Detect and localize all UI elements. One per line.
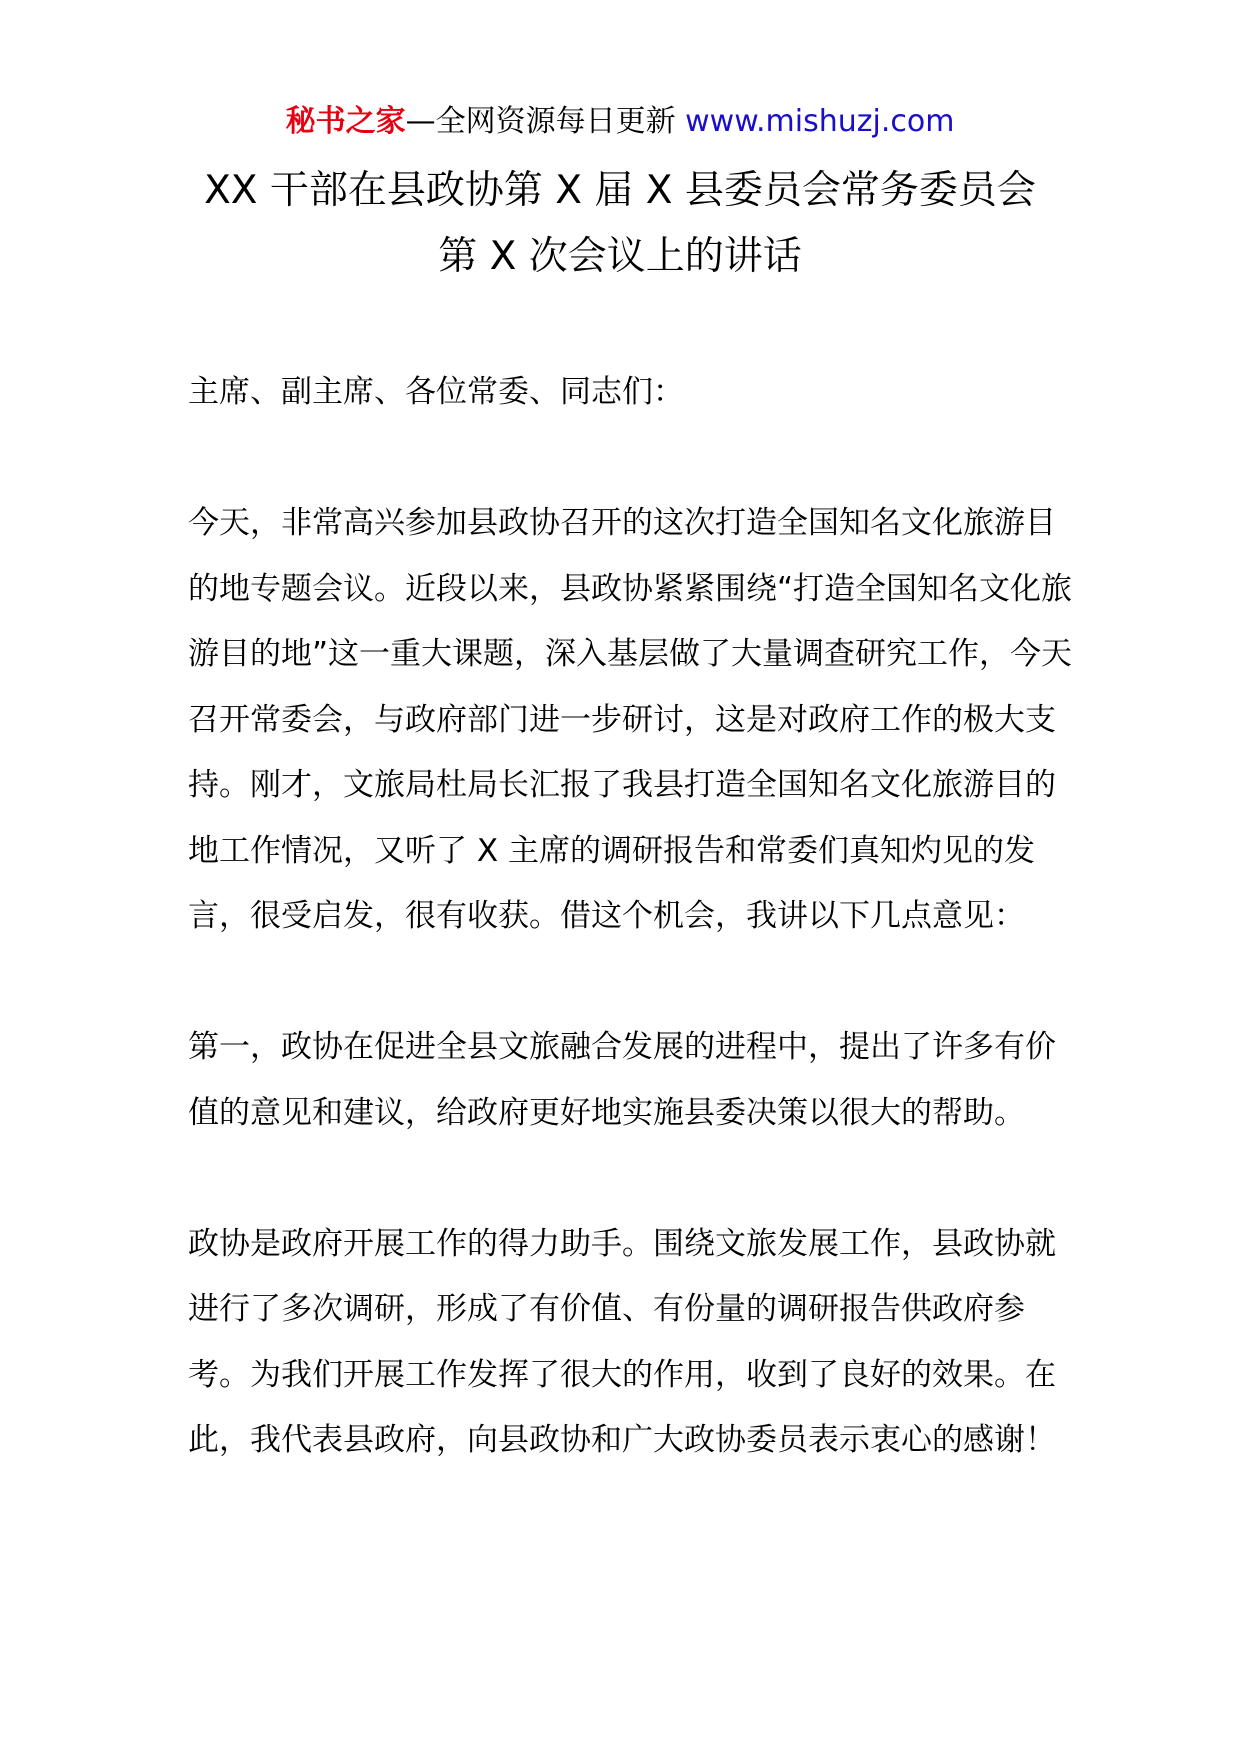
- title-line-2: 第 X 次会议上的讲话: [438, 234, 802, 279]
- site-header: [0, 100, 1240, 144]
- body-paragraph-1: 今天，非常高兴参加县政协召开的这次打造全国知名文化旅游目的地专题会议。近段以来，县政协紧紧围绕“打造全国知名文化旅游目的地”这一重大课题，深入基层做了大量调查研究工作，今天召开常委会，与政府部门进一步研讨，这是对政府工作的极大支持。刚才，文旅局杜局长汇报了我县打造全国知名文化旅游目的地工作情况，又听了 X 主席的调研报告和常委们真知灼见的发言，很受启发，很有收获。借这个机会，我讲以下几点意见：: [188, 505, 1073, 934]
- title-line-1: XX 干部在县政协第 X 届 X 县委员会常务委员会: [204, 168, 1036, 213]
- header-tagline: —全网资源每日更新: [405, 104, 676, 139]
- body-paragraph-3: 政协是政府开展工作的得力助手。围绕文旅发展工作，县政协就进行了多次调研，形成了有价值、有份量的调研报告供政府参考。为我们开展工作发挥了很大的作用，收到了良好的效果。在此，我代表县政府，向县政协和广大政协委员表示衷心的感谢！: [188, 1225, 1056, 1458]
- body-paragraph-2: 第一，政协在促进全县文旅融合发展的进程中，提出了许多有价值的意见和建议，给政府更好地实施县委决策以很大的帮助。: [188, 1029, 1056, 1131]
- salutation: 主席、副主席、各位常委、同志们：: [188, 374, 684, 410]
- document-title: [0, 158, 1240, 290]
- document-body: [188, 360, 1080, 1539]
- site-url-link[interactable]: www.mishuzj.com: [685, 104, 955, 139]
- brand-name: 秘书之家: [285, 104, 406, 139]
